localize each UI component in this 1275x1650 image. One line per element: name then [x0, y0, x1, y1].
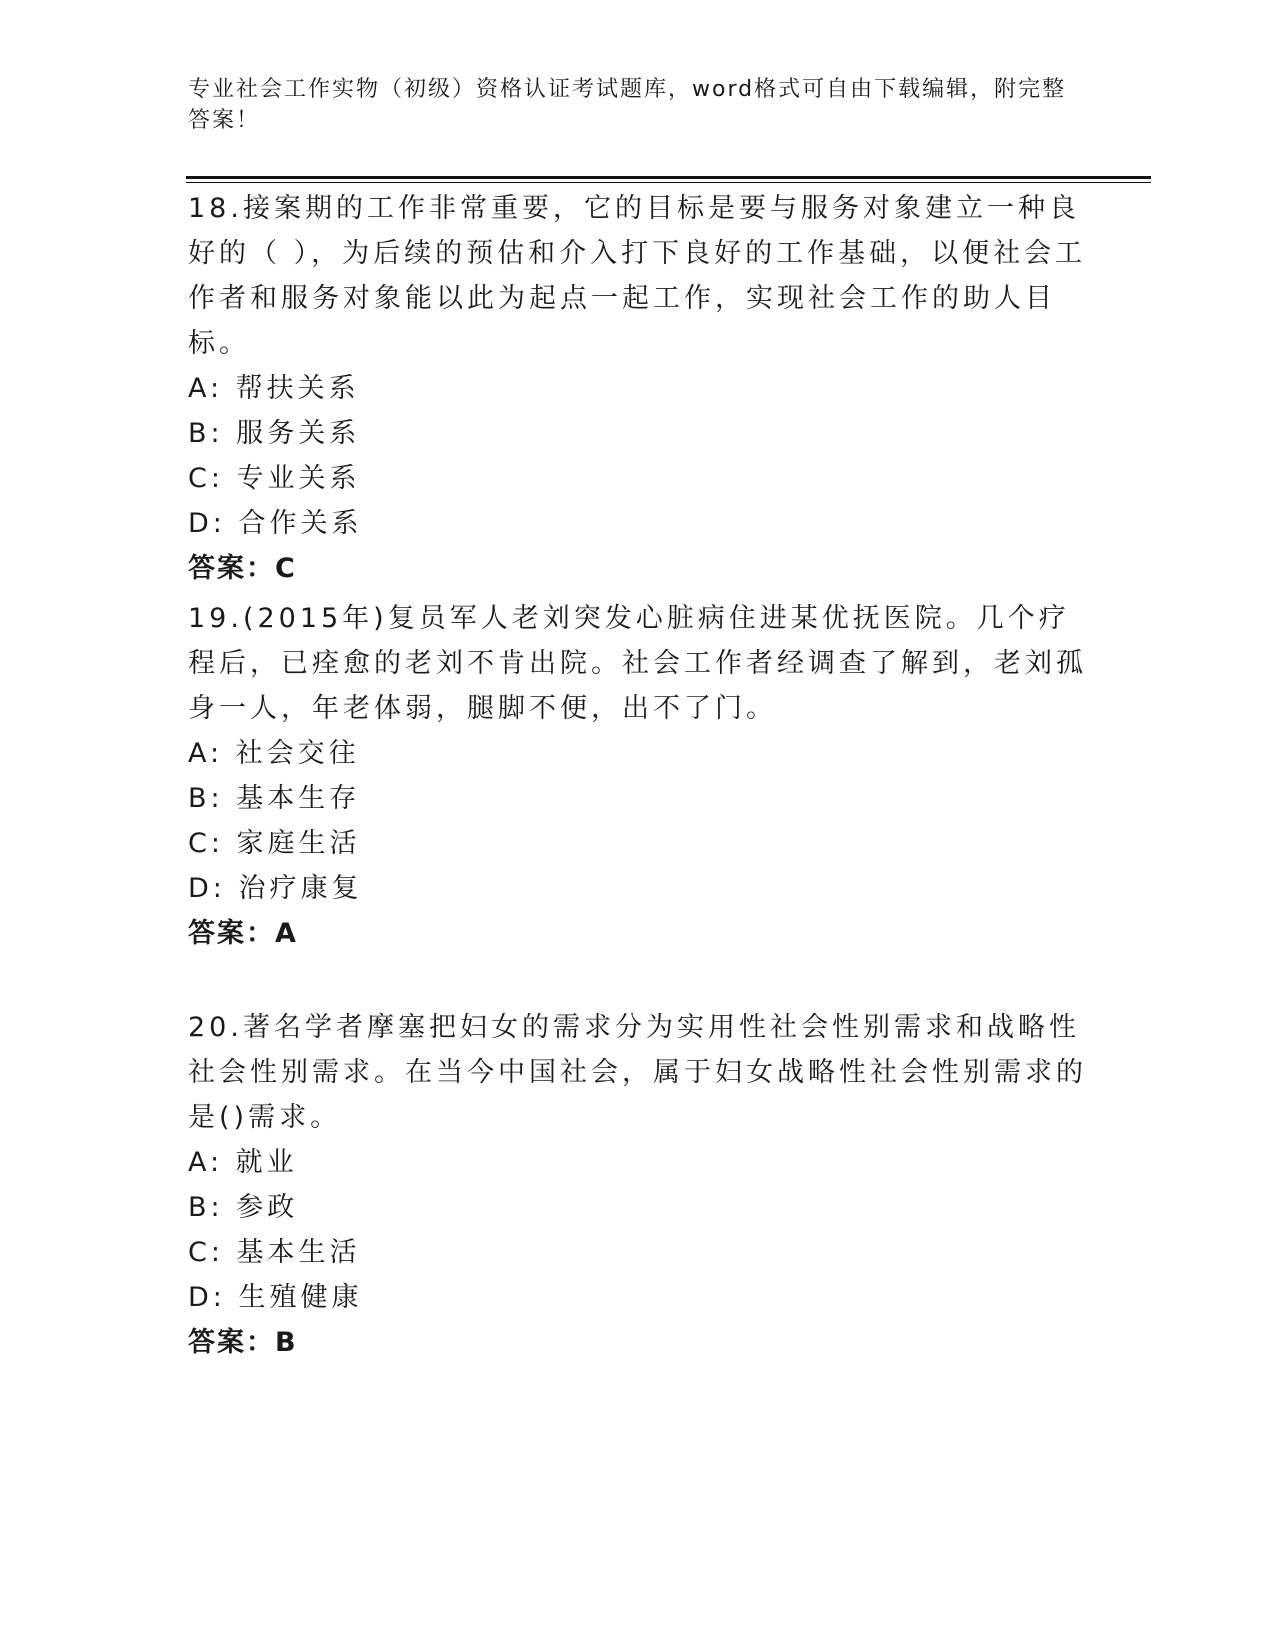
option-c: C: 基本生活: [188, 1237, 361, 1268]
header-divider-thin: [186, 182, 1151, 183]
answer: 答案：C: [188, 553, 297, 584]
option-c: C: 专业关系: [188, 463, 361, 494]
option-b: B: 基本生存: [188, 783, 361, 814]
answer: 答案：B: [188, 1327, 298, 1358]
option-b: B: 服务关系: [188, 418, 361, 449]
question-19: [188, 596, 1088, 956]
answer: 答案：A: [188, 918, 298, 949]
document-header: [188, 74, 1068, 136]
option-a: A: 就业: [188, 1147, 298, 1178]
question-stem: 18.接案期的工作非常重要，它的目标是要与服务对象建立一种良好的（ ），为后续的预估和介入打下良好的工作基础，以便社会工作者和服务对象能以此为起点一起工作，实现社会工作的助人目标。: [188, 193, 1087, 359]
header-text: 专业社会工作实物（初级）资格认证考试题库，word格式可自由下载编辑，附完整答案！: [188, 77, 1067, 133]
option-d: D: 合作关系: [188, 508, 363, 539]
option-b: B: 参政: [188, 1192, 299, 1223]
question-stem: 20.著名学者摩塞把妇女的需求分为实用性社会性别需求和战略性社会性别需求。在当今中国社会，属于妇女战略性社会性别需求的是()需求。: [188, 1012, 1087, 1133]
option-d: D: 生殖健康: [188, 1282, 363, 1313]
option-a: A: 帮扶关系: [188, 373, 360, 404]
header-divider-thick: [186, 176, 1151, 179]
option-a: A: 社会交往: [188, 738, 360, 769]
question-stem: 19.(2015年)复员军人老刘突发心脏病住进某优抚医院。几个疗程后，已痊愈的老刘不肯出院。社会工作者经调查了解到，老刘孤身一人，年老体弱，腿脚不便，出不了门。: [188, 603, 1087, 724]
option-c: C: 家庭生活: [188, 828, 361, 859]
option-d: D: 治疗康复: [188, 873, 363, 904]
question-18: [188, 186, 1088, 591]
question-20: [188, 1005, 1088, 1365]
